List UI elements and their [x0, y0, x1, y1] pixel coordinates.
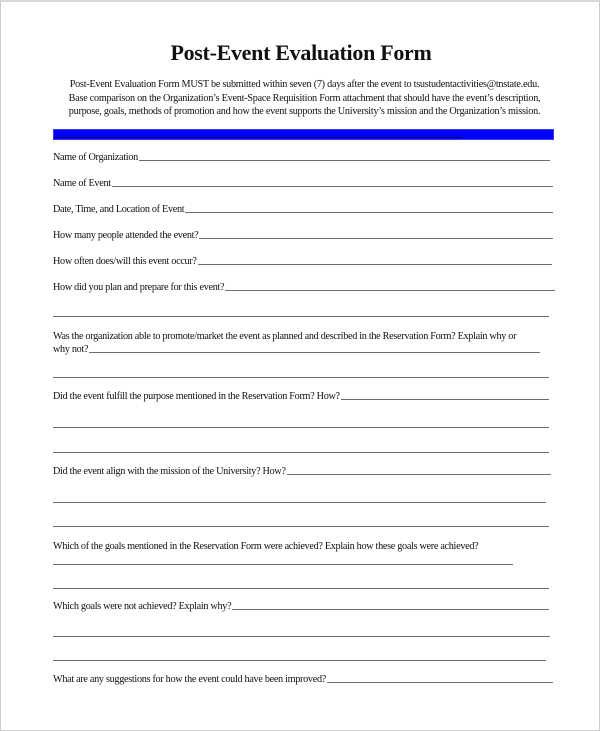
question-promotion: [53, 330, 553, 344]
field-label: How often does/will this event occur?: [53, 256, 197, 267]
field-label: How many people attended the event?: [53, 230, 199, 241]
question-goals-achieved: [53, 540, 553, 554]
fill-line[interactable]: [89, 352, 540, 353]
blue-divider-bar: [53, 129, 554, 140]
question-text: Was the organization able to promote/market the event as planned and described in the Reservation Form? Explain why or: [53, 331, 517, 342]
answer-line[interactable]: [53, 427, 549, 428]
field-frequency[interactable]: [53, 256, 552, 267]
question-promotion-answer[interactable]: [53, 344, 540, 355]
fill-line[interactable]: [139, 160, 550, 161]
form-title: Post-Event Evaluation Form: [170, 40, 432, 65]
fill-line[interactable]: [232, 609, 549, 610]
question-text: Which of the goals mentioned in the Reservation Form were achieved? Explain how these goals were achieved?: [53, 541, 479, 552]
fill-line[interactable]: [327, 682, 553, 683]
instructions-line-2: Base comparison on the Organization’s Event-Space Requisition Form attachment that should have the event’s description,: [68, 92, 541, 104]
fill-line[interactable]: [185, 212, 553, 213]
question-text-continued: why not?: [53, 344, 89, 355]
field-date-time-location[interactable]: [53, 204, 553, 215]
question-text: What are any suggestions for how the event could have been improved?: [53, 674, 326, 685]
field-label: How did you plan and prepare for this event?: [53, 282, 225, 293]
question-mission[interactable]: [53, 466, 551, 477]
field-organization[interactable]: [53, 152, 550, 163]
fill-line[interactable]: [287, 474, 551, 475]
answer-line[interactable]: [53, 377, 549, 378]
answer-line[interactable]: [53, 660, 546, 661]
answer-line[interactable]: [53, 588, 549, 589]
divider-underline: [54, 137, 462, 138]
question-text: Which goals were not achieved? Explain why?: [53, 601, 232, 612]
question-purpose[interactable]: [53, 391, 549, 402]
field-label: Name of Organization: [53, 152, 138, 163]
question-text: Did the event fulfill the purpose mentioned in the Reservation Form? How?: [53, 391, 340, 402]
fill-line[interactable]: [198, 264, 552, 265]
field-event-name[interactable]: [53, 178, 553, 189]
field-label: Date, Time, and Location of Event: [53, 204, 185, 215]
question-goals-not-achieved[interactable]: [53, 601, 549, 612]
fill-line[interactable]: [112, 186, 553, 187]
field-label: Name of Event: [53, 178, 111, 189]
answer-line[interactable]: [53, 452, 549, 453]
instructions-line-1: Post-Event Evaluation Form MUST be submitted within seven (7) days after the event to tsustudentactivities@tnstate.edu.: [69, 79, 540, 90]
field-planning[interactable]: [53, 282, 555, 293]
field-attendance[interactable]: [53, 230, 553, 241]
question-suggestions[interactable]: [53, 674, 553, 685]
answer-line[interactable]: [53, 316, 549, 317]
answer-line[interactable]: [53, 636, 550, 637]
answer-line[interactable]: [53, 564, 513, 565]
answer-line[interactable]: [53, 502, 546, 503]
question-text: Did the event align with the mission of the University? How?: [53, 466, 286, 477]
fill-line[interactable]: [225, 290, 555, 291]
answer-line[interactable]: [53, 526, 549, 527]
instructions-line-3: purpose, goals, methods of promotion and how the event supports the University’s mission and the Organization’s mission.: [68, 106, 541, 117]
form-instructions: [53, 78, 556, 119]
fill-line[interactable]: [341, 399, 549, 400]
fill-line[interactable]: [199, 238, 553, 239]
